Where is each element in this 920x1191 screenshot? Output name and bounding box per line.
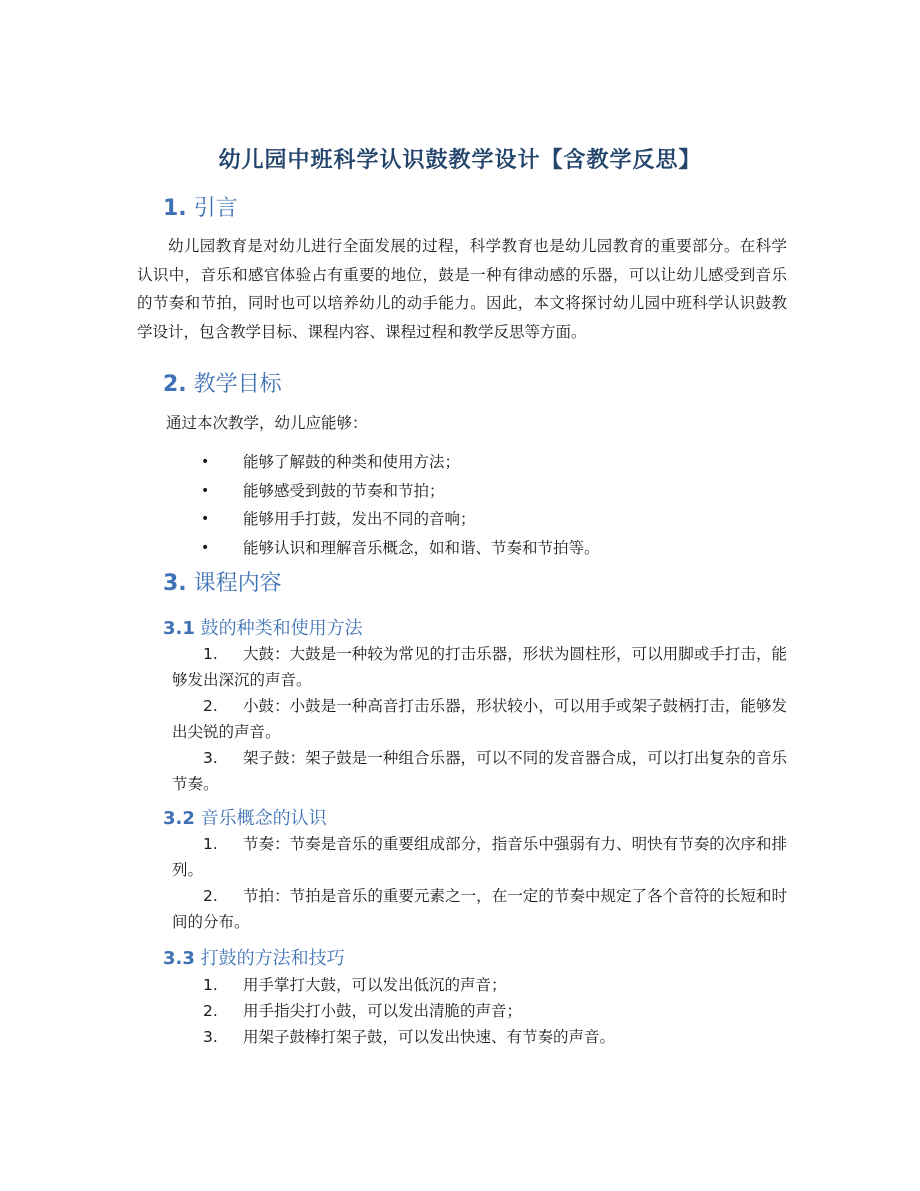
list-item-text: 用手掌打大鼓，可以发出低沉的声音； — [243, 976, 507, 994]
list-item — [0, 477, 920, 506]
list-item-text: 节奏：节奏是音乐的重要组成部分，指音乐中强弱有力、明快有节奏的次序和排列。 — [172, 835, 787, 879]
list-item — [0, 534, 920, 563]
goals-lead: 通过本次教学，幼儿应能够： — [166, 414, 368, 432]
list-item — [0, 883, 920, 935]
list-item-text: 大鼓：大鼓是一种较为常见的打击乐器，形状为圆柱形，可以用脚或手打击，能够发出深沉的声音。 — [172, 645, 787, 689]
subheading-number: 3.1 — [163, 618, 195, 639]
goals-list — [0, 448, 920, 562]
heading-text: 课程内容 — [193, 571, 282, 596]
list-item-text: 节拍：节拍是音乐的重要元素之一，在一定的节奏中规定了各个音符的长短和时间的分布。 — [172, 887, 787, 931]
list-item — [0, 641, 920, 693]
list-item-text: 能够感受到鼓的节奏和节拍； — [243, 481, 445, 500]
list-item-number: 1. — [203, 976, 218, 994]
drum-types-list — [0, 641, 920, 797]
list-item-text: 能够了解鼓的种类和使用方法； — [243, 453, 461, 471]
list-item — [0, 448, 920, 477]
subheading-number: 3.2 — [163, 808, 195, 829]
heading-text: 教学目标 — [193, 372, 282, 397]
subheading-text: 音乐概念的认识 — [200, 808, 327, 829]
heading-intro — [163, 191, 238, 222]
list-item — [0, 505, 920, 534]
drumming-technique-list — [0, 972, 920, 1050]
bullet-icon: • — [201, 482, 210, 499]
list-item — [0, 1024, 920, 1050]
list-item-number: 2. — [203, 697, 218, 715]
list-item-number: 3. — [203, 749, 218, 767]
bullet-icon: • — [201, 511, 210, 527]
page-title: 幼儿园中班科学认识鼓教学设计【含教学反思】 — [218, 148, 702, 173]
list-item-number: 1. — [203, 835, 218, 853]
bullet-icon: • — [201, 454, 210, 470]
list-item-text: 架子鼓：架子鼓是一种组合乐器，可以不同的发音器合成，可以打出复杂的音乐节奏。 — [172, 749, 787, 793]
heading-number: 2. — [163, 372, 187, 397]
subheading-drum-types — [163, 614, 363, 640]
heading-goals — [163, 367, 282, 398]
list-item-text: 小鼓：小鼓是一种高音打击乐器，形状较小，可以用手或架子鼓柄打击，能够发出尖锐的声音。 — [172, 697, 787, 741]
list-item-number: 2. — [203, 887, 218, 905]
list-item — [0, 693, 920, 745]
subheading-text: 打鼓的方法和技巧 — [200, 948, 345, 969]
list-item — [0, 745, 920, 797]
heading-number: 3. — [163, 571, 187, 596]
bullet-icon: • — [201, 539, 210, 556]
list-item-text: 用手指尖打小鼓，可以发出清脆的声音； — [243, 1002, 523, 1020]
list-item-number: 1. — [203, 645, 218, 663]
subheading-number: 3.3 — [163, 948, 195, 969]
list-item-number: 3. — [203, 1028, 218, 1046]
heading-content — [163, 566, 282, 597]
list-item — [0, 831, 920, 883]
heading-text: 引言 — [193, 196, 238, 221]
subheading-music-concepts — [163, 804, 327, 830]
subheading-drumming-technique — [163, 944, 345, 970]
music-concepts-list — [0, 831, 920, 935]
subheading-text: 鼓的种类和使用方法 — [200, 618, 363, 639]
list-item-text: 能够用手打鼓，发出不同的音响； — [243, 510, 476, 528]
heading-number: 1. — [163, 196, 187, 221]
list-item — [0, 972, 920, 998]
list-item-text: 用架子鼓棒打架子鼓，可以发出快速、有节奏的声音。 — [243, 1028, 616, 1046]
list-item-number: 2. — [203, 1002, 218, 1020]
intro-paragraph: 幼儿园教育是对幼儿进行全面发展的过程，科学教育也是幼儿园教育的重要部分。在科学认识中，音乐和感官体验占有重要的地位，鼓是一种有律动感的乐器，可以让幼儿感受到音乐的节奏和节拍，同时也可以培养幼儿的动手能力。因此，本文将探讨幼儿园中班科学认识鼓教学设计，包含教学目标、课程内容、课程过程和教学反思等方面。 — [137, 237, 787, 341]
list-item-text: 能够认识和理解音乐概念，如和谐、节奏和节拍等。 — [243, 538, 600, 557]
list-item — [0, 998, 920, 1024]
